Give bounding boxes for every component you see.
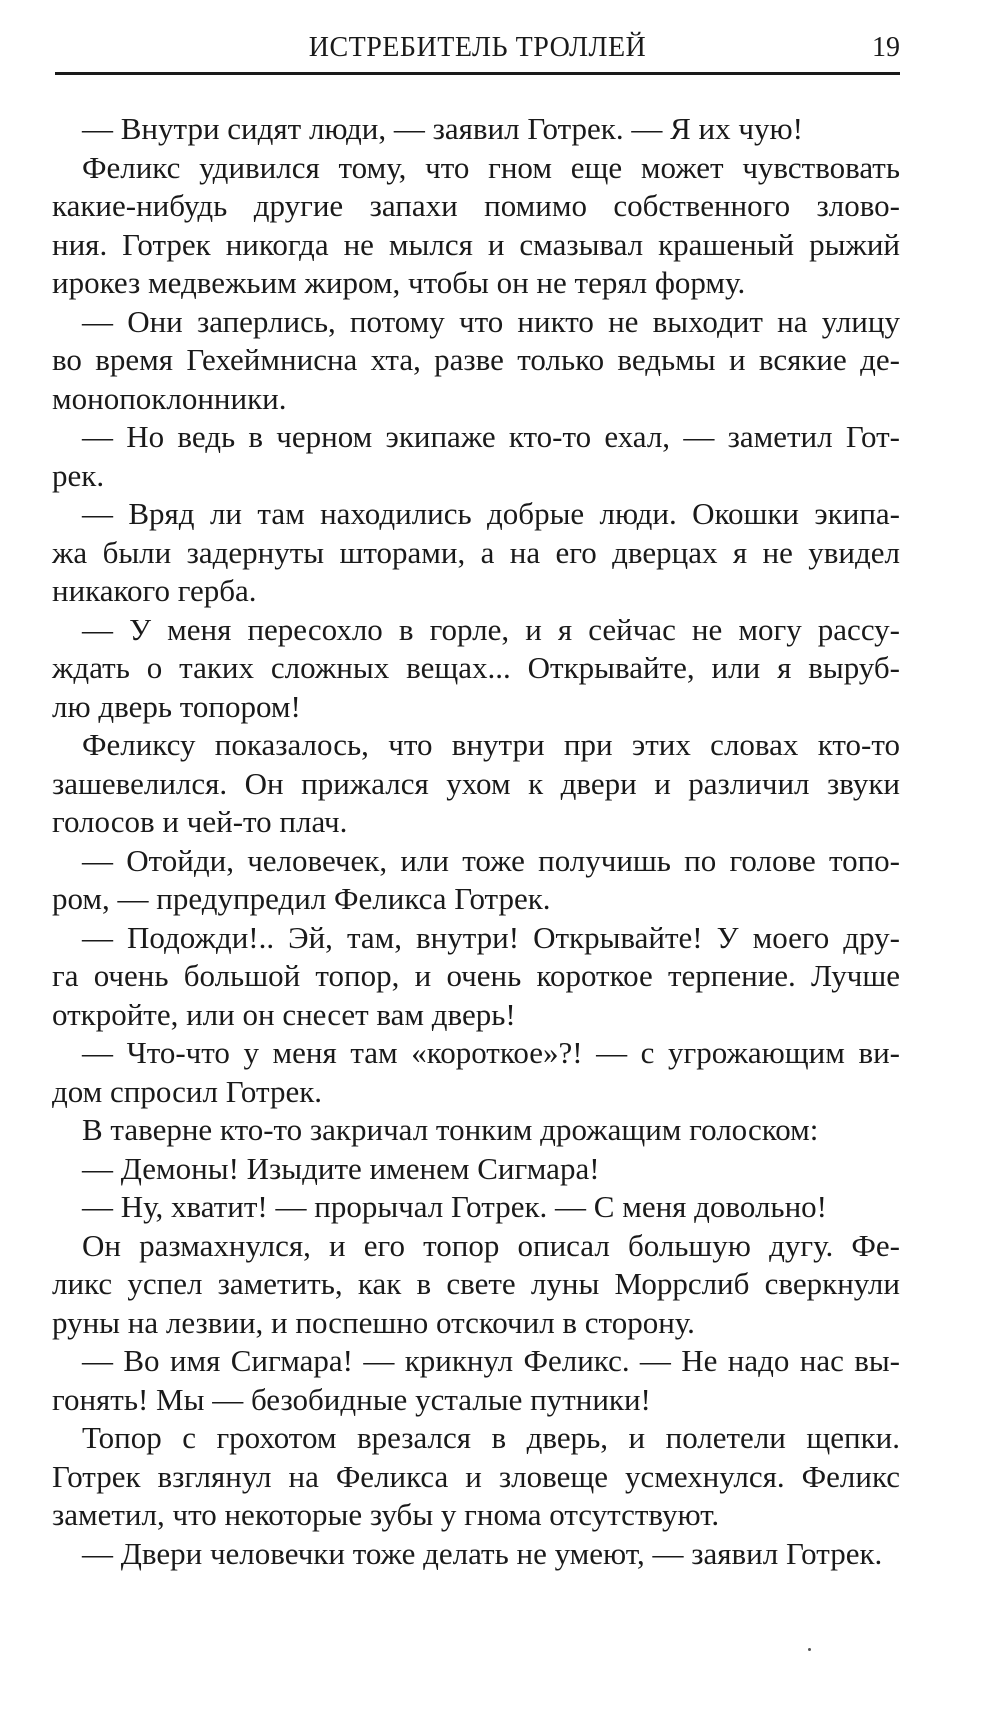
paragraph bbox=[52, 149, 900, 303]
text-line: заметил, что некоторые зубы у гнома отсутствуют. bbox=[52, 1497, 720, 1532]
text-line: руны на лезвии, и поспешно отскочил в сторону. bbox=[52, 1304, 695, 1340]
text-line: зашевелился. Он прижался ухом к двери и различил звуки bbox=[52, 765, 900, 801]
text-line: ликс успел заметить, как в свете луны Моррслиб сверкнули bbox=[52, 1266, 900, 1301]
text-line: — Что-что у меня там «короткое»?! — с угрожающим ви- bbox=[82, 1035, 900, 1070]
running-title: ИСТРЕБИТЕЛЬ ТРОЛЛЕЙ bbox=[308, 32, 647, 63]
text-line: лю дверь топором! bbox=[52, 688, 301, 724]
text-line: га очень большой топор, и очень короткое терпение. Лучше bbox=[52, 958, 900, 993]
paragraph bbox=[52, 842, 900, 919]
text-line: Феликсу показалось, что внутри при этих словах кто-то bbox=[82, 727, 900, 762]
text-line: откройте, или он снесет вам дверь! bbox=[52, 996, 516, 1032]
text-line: гонять! Мы — безобидные усталые путники! bbox=[52, 1381, 651, 1417]
print-speck bbox=[808, 1648, 811, 1651]
paragraph bbox=[52, 418, 900, 495]
text-line: монопоклонники. bbox=[52, 380, 287, 416]
text-line: Готрек взглянул на Феликса и зловеще усмехнулся. Феликс bbox=[52, 1458, 900, 1494]
text-line: рек. bbox=[52, 457, 105, 493]
text-line: — Подожди!.. Эй, там, внутри! Открывайте! У моего дру- bbox=[82, 919, 900, 955]
text-line: — Демоны! Изыдите именем Сигмара! bbox=[82, 1150, 600, 1186]
text-line: — Вряд ли там находились добрые люди. Окошки экипа- bbox=[82, 496, 900, 531]
paragraph bbox=[52, 1342, 900, 1419]
text-line: жа были задернуты шторами, а на его дверцах я не увидел bbox=[52, 534, 900, 570]
header-rule bbox=[55, 72, 900, 75]
text-line: ром, — предупредил Феликса Готрек. bbox=[52, 881, 551, 916]
text-line: — Во имя Сигмара! — крикнул Феликс. — Не надо нас вы- bbox=[82, 1343, 900, 1378]
text-line: никакого герба. bbox=[52, 573, 257, 608]
body-text bbox=[52, 110, 900, 1573]
text-line: — Внутри сидят люди, — заявил Готрек. — Я их чую! bbox=[82, 111, 803, 146]
text-line: — Двери человечки тоже делать не умеют, — заявил Готрек. bbox=[82, 1535, 883, 1571]
paragraph bbox=[52, 1419, 900, 1535]
paragraph bbox=[52, 1111, 900, 1150]
text-line: голосов и чей-то плач. bbox=[52, 804, 348, 839]
text-line: Феликс удивился тому, что гном еще может чувствовать bbox=[82, 149, 900, 185]
paragraph bbox=[52, 919, 900, 1035]
paragraph bbox=[52, 495, 900, 611]
text-line: ждать о таких сложных вещах... Открывайте, или я выруб- bbox=[52, 650, 900, 685]
text-line: — Они заперлись, потому что никто не выходит на улицу bbox=[82, 303, 900, 339]
paragraph bbox=[52, 1535, 900, 1574]
text-line: дом спросил Готрек. bbox=[52, 1073, 323, 1109]
text-line: ния. Готрек никогда не мылся и смазывал крашеный рыжий bbox=[52, 226, 900, 262]
paragraph bbox=[52, 110, 900, 149]
text-line: — Отойди, человечек, или тоже получишь по голове топо- bbox=[82, 842, 900, 878]
paragraph bbox=[52, 726, 900, 842]
text-line: Он размахнулся, и его топор описал большую дугу. Фе- bbox=[82, 1227, 900, 1263]
page-number: 19 bbox=[872, 32, 900, 63]
paragraph bbox=[52, 1150, 900, 1189]
text-line: В таверне кто-то закричал тонким дрожащим голоском: bbox=[82, 1112, 819, 1147]
text-line: Топор с грохотом врезался в дверь, и полетели щепки. bbox=[82, 1420, 900, 1455]
text-line: ирокез медвежьим жиром, чтобы он не терял форму. bbox=[52, 265, 746, 300]
running-head bbox=[55, 30, 900, 74]
paragraph bbox=[52, 611, 900, 727]
text-line: во время Гехеймнисна хта, разве только ведьмы и всякие де- bbox=[52, 342, 900, 377]
paragraph bbox=[52, 1227, 900, 1343]
text-line: — У меня пересохло в горле, и я сейчас не могу рассу- bbox=[82, 611, 900, 647]
paragraph bbox=[52, 1188, 900, 1227]
text-line: какие-нибудь другие запахи помимо собственного злово- bbox=[52, 188, 900, 223]
paragraph bbox=[52, 303, 900, 419]
text-line: — Но ведь в черном экипаже кто-то ехал, — заметил Гот- bbox=[82, 419, 900, 454]
text-line: — Ну, хватит! — прорычал Готрек. — С меня довольно! bbox=[82, 1189, 827, 1224]
paragraph bbox=[52, 1034, 900, 1111]
